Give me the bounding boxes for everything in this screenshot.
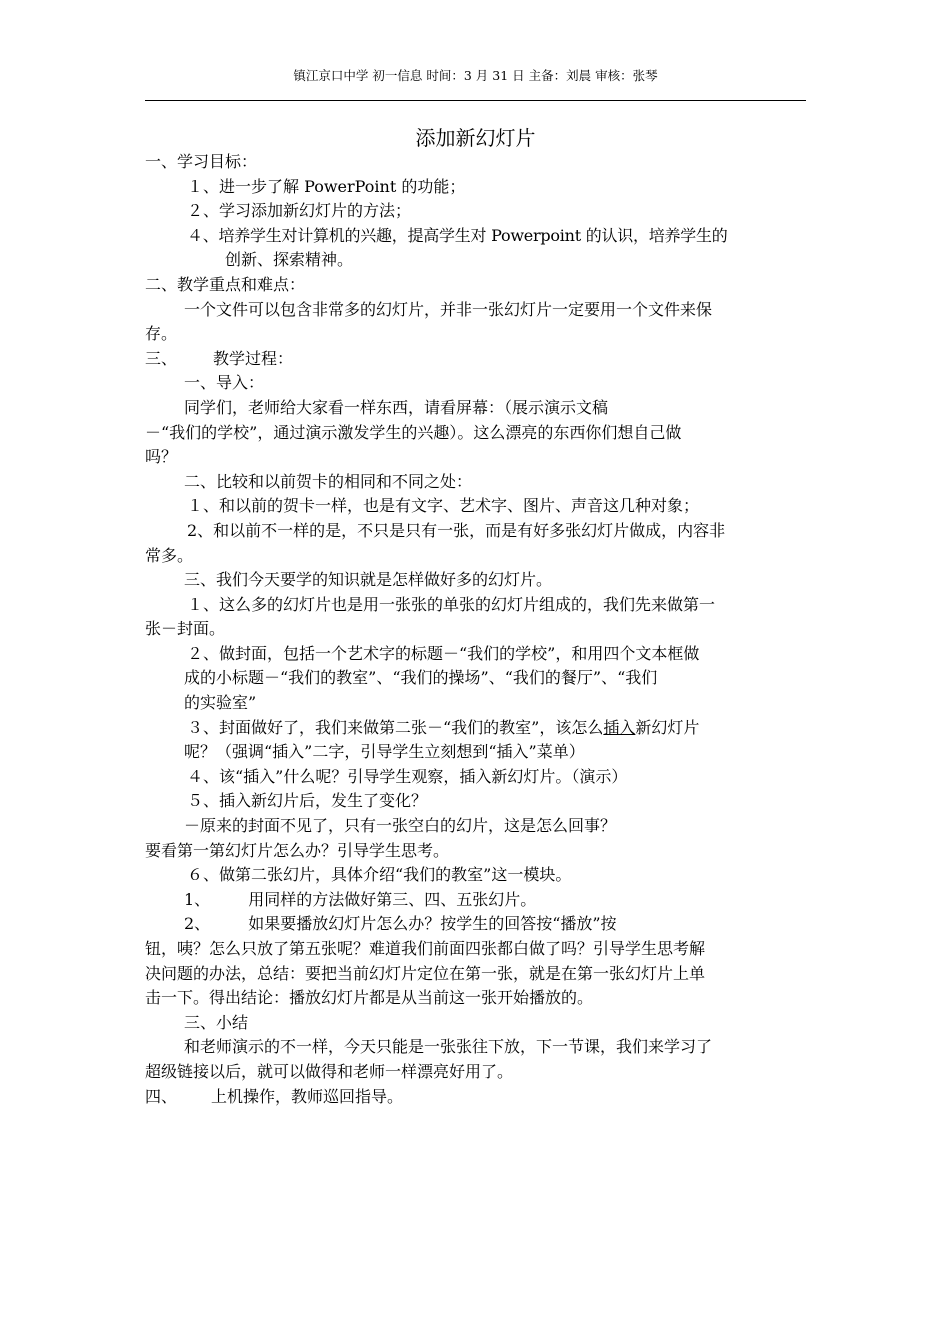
section-heading-goals: 一、学习目标： <box>145 152 258 171</box>
document-title: 添加新幻灯片 <box>415 126 536 150</box>
section-heading-practice: 四、 上机操作，教师巡回指导。 <box>145 1086 404 1106</box>
learn-line-4: 成的小标题－“我们的教室”、“我们的操场”、“我们的餐厅”、“我们 <box>184 668 658 688</box>
intro-line-1: 同学们，老师给大家看一样东西，请看屏幕：（展示演示文稿 <box>184 397 609 417</box>
summary-line-2: 超级链接以后，就可以做得和老师一样漂亮好用了。 <box>145 1061 514 1081</box>
step-5-b: 要看第一第幻灯片怎么办？引导学生思考。 <box>145 840 450 860</box>
sub-step-2: 2、 如果要播放幻灯片怎么办？按学生的回答按“播放”按 <box>184 914 617 934</box>
section-heading-process: 三、 教学过程： <box>145 348 294 368</box>
underlined-insert: 插入 <box>603 717 636 737</box>
step-3-cont: 呢？（强调“插入”二字，引导学生立刻想到“插入”菜单） <box>184 742 585 762</box>
section-heading-key-points: 二、教学重点和难点： <box>145 274 306 294</box>
compare-line-3: 常多。 <box>145 545 194 565</box>
document-body <box>145 150 808 1109</box>
compare-line-1: １、和以前的贺卡一样，也是有文字、艺术字、图片、声音这几种对象； <box>187 496 700 516</box>
sub-step-1: 1、 用同样的方法做好第三、四、五张幻片。 <box>184 889 537 909</box>
page-header: 镇江京口中学 初一信息 时间：3 月 31 日 主备：刘晨 审核：张琴 <box>293 68 658 83</box>
compare-heading: 二、比较和以前贺卡的相同和不同之处： <box>184 471 473 491</box>
intro-heading: 一、导入： <box>184 373 265 393</box>
step-3: ３、封面做好了，我们来做第二张－“我们的教室”，该怎么插入新幻灯片 <box>187 717 700 737</box>
learn-line-2: 张－封面。 <box>145 619 226 639</box>
goal-item-4-cont: 创新、探索精神。 <box>225 250 354 270</box>
intro-line-3: 吗？ <box>145 447 178 467</box>
goal-item-2: ２、学习添加新幻灯片的方法； <box>187 201 412 221</box>
compare-line-2: 2、和以前不一样的是，不只是只有一张，而是有好多张幻灯片做成，内容非 <box>187 520 726 540</box>
step-4: ４、该“插入”什么呢？引导学生观察，插入新幻灯片。（演示） <box>187 766 628 786</box>
sub-step-2-line-1: 钮，咦？怎么只放了第五张呢？难道我们前面四张都白做了吗？引导学生思考解 <box>145 939 706 958</box>
step-5-a: －原来的封面不见了，只有一张空白的幻片，这是怎么回事？ <box>184 816 617 836</box>
sub-step-2-line-2: 决问题的办法，总结：要把当前幻灯片定位在第一张，就是在第一张幻灯片上单 <box>145 963 706 983</box>
summary-heading: 三、小结 <box>184 1012 249 1032</box>
summary-line-1: 和老师演示的不一样，今天只能是一张张往下放，下一节课，我们来学习了 <box>184 1037 713 1057</box>
goal-item-1: １、进一步了解 PowerPoint 的功能； <box>187 176 466 196</box>
intro-line-2: －“我们的学校”，通过演示激发学生的兴趣）。这么漂亮的东西你们想自己做 <box>145 422 682 442</box>
goal-item-4: ４、培养学生对计算机的兴趣，提高学生对 Powerpoint 的认识，培养学生的 <box>187 225 728 245</box>
step-6: ６、做第二张幻片，具体介绍“我们的教室”这一模块。 <box>187 865 572 885</box>
learn-heading: 三、我们今天要学的知识就是怎样做好多的幻灯片。 <box>184 570 553 590</box>
header-divider <box>145 100 806 101</box>
learn-line-3: ２、做封面，包括一个艺术字的标题－“我们的学校”，和用四个文本框做 <box>187 643 700 663</box>
learn-line-1: １、这么多的幻灯片也是用一张张的单张的幻灯片组成的，我们先来做第一 <box>187 594 716 614</box>
key-point-line-cont: 存。 <box>145 324 178 344</box>
sub-step-2-line-3: 击一下。得出结论：播放幻灯片都是从当前这一张开始播放的。 <box>145 988 594 1008</box>
learn-line-5: 的实验室” <box>184 693 257 713</box>
key-point-line: 一个文件可以包含非常多的幻灯片，并非一张幻灯片一定要用一个文件来保 <box>184 299 713 319</box>
step-5: ５、插入新幻片后，发生了变化？ <box>187 791 428 811</box>
